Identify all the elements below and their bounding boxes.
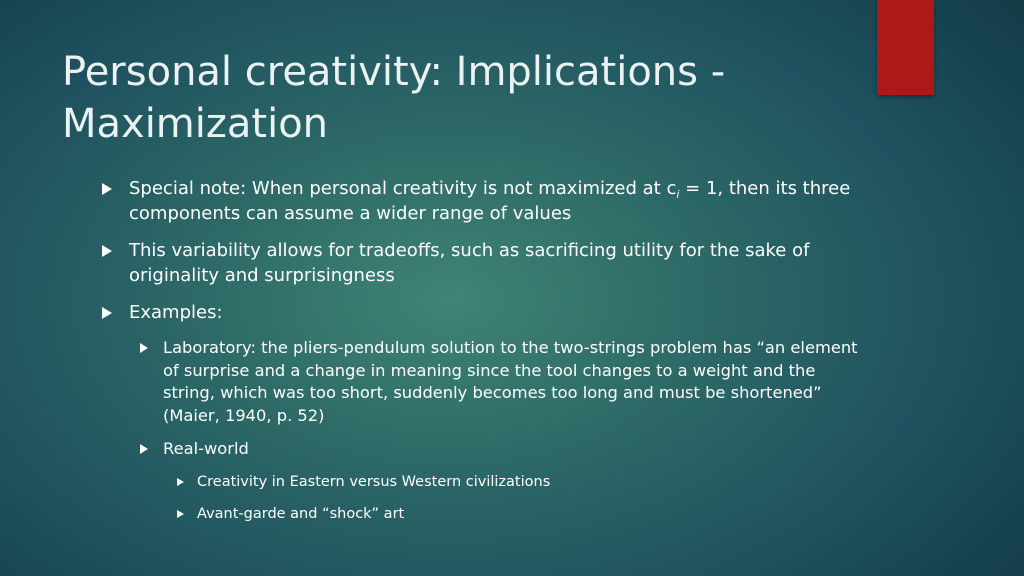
- triangle-right-icon: [140, 343, 148, 353]
- triangle-right-icon: [177, 510, 184, 518]
- red-accent-bar: [877, 0, 934, 95]
- bullet-item: [100, 300, 860, 325]
- bullet-text-part: = 1, then its three components can assume a wider range of values: [129, 178, 851, 224]
- triangle-right-icon: [102, 183, 112, 195]
- sub-sub-bullet-item: [176, 472, 860, 492]
- sub-bullet-text: Real-world: [163, 439, 249, 458]
- sub-bullet-item: [139, 337, 860, 427]
- bullet-text: This variability allows for tradeoffs, such as sacrificing utility for the sake of originality and surprisingness: [129, 240, 810, 286]
- sub-sub-bullet-item: [176, 504, 860, 524]
- sub-bullet-item: [139, 438, 860, 461]
- subscript-i: i: [676, 188, 680, 201]
- slide-title: [62, 46, 862, 150]
- triangle-right-icon: [102, 307, 112, 319]
- triangle-right-icon: [140, 444, 148, 454]
- bullet-item: [100, 176, 860, 226]
- triangle-right-icon: [102, 245, 112, 257]
- title-line-1: Personal creativity: Implications -: [62, 49, 726, 95]
- sub-sub-bullet-text: Creativity in Eastern versus Western civilizations: [197, 473, 551, 490]
- title-line-2: Maximization: [62, 101, 329, 147]
- sub-bullet-text: Laboratory: the pliers-pendulum solution to the two-strings problem has “an element of surprise and a change in meaning since the tool changes to a weight and the string, which was too short, suddenly becomes too long and must be shortened” (Maier, 1940, p. 52): [163, 338, 858, 425]
- bullet-item: [100, 238, 860, 288]
- triangle-right-icon: [177, 478, 184, 486]
- bullet-text: [129, 176, 860, 226]
- bullet-list: [100, 176, 860, 536]
- sub-sub-bullet-text: Avant-garde and “shock” art: [197, 505, 405, 522]
- bullet-text: Examples:: [129, 302, 223, 323]
- bullet-text-part: Special note: When personal creativity is not maximized at c: [129, 178, 677, 199]
